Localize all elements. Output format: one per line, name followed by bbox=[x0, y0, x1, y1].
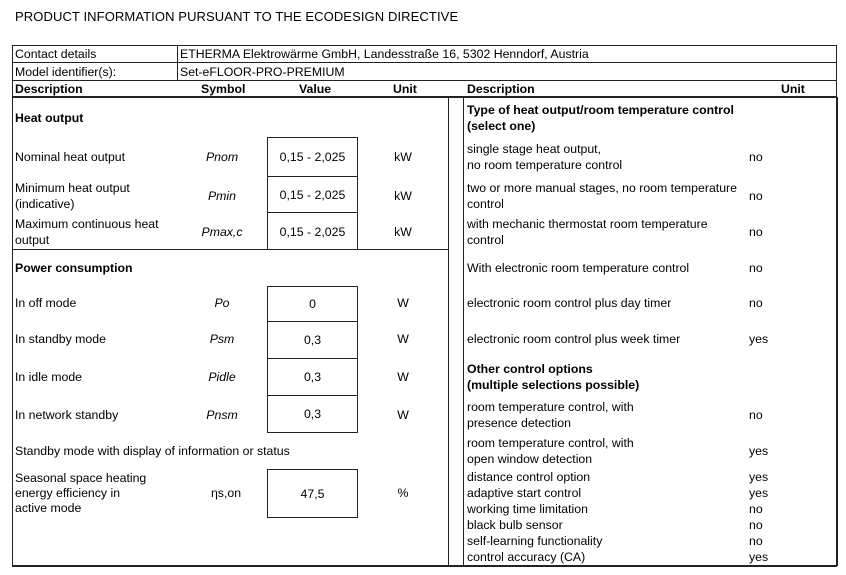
nominal-heat-symbol: Pnom bbox=[205, 150, 239, 164]
off-mode-value-text: 0 bbox=[309, 297, 316, 311]
control-manual-stages-value: no bbox=[749, 189, 763, 203]
network-standby-label: In network standby bbox=[15, 408, 119, 422]
distance-control-value: yes bbox=[749, 470, 769, 484]
idle-mode-value-text: 0,3 bbox=[303, 370, 322, 384]
nominal-heat-value-text: 0,15 - 2,025 bbox=[279, 150, 346, 164]
idle-mode-label: In idle mode bbox=[15, 370, 82, 384]
control-electronic-value: no bbox=[749, 261, 763, 275]
open-window-label-1: room temperature control, with bbox=[467, 436, 634, 450]
minimum-heat-label-1: Minimum heat output bbox=[15, 181, 130, 195]
presence-detection-label-1: room temperature control, with bbox=[467, 400, 634, 414]
self-learning-value: no bbox=[749, 534, 763, 548]
standby-mode-value-text: 0,3 bbox=[303, 333, 322, 347]
control-week-timer-label: electronic room control plus week timer bbox=[467, 332, 681, 346]
presence-detection-label-2: presence detection bbox=[467, 416, 571, 430]
idle-mode-value bbox=[267, 358, 358, 396]
black-bulb-label: black bulb sensor bbox=[467, 518, 563, 532]
outer-border-right bbox=[836, 97, 838, 566]
contact-label: Contact details bbox=[13, 46, 178, 62]
header-symbol: Symbol bbox=[201, 82, 246, 96]
nominal-heat-value bbox=[267, 137, 358, 177]
model-label: Model identifier(s): bbox=[13, 63, 178, 80]
efficiency-label-2: energy efficiency in bbox=[15, 486, 121, 500]
efficiency-label-1: Seasonal space heating bbox=[15, 471, 147, 485]
outer-border-bottom bbox=[12, 565, 837, 567]
network-standby-symbol: Pnsm bbox=[206, 408, 238, 422]
control-single-stage-label-1: single stage heat output, bbox=[467, 142, 601, 156]
efficiency-unit: % bbox=[397, 486, 409, 500]
network-standby-value-text: 0,3 bbox=[303, 407, 322, 421]
black-bulb-value: no bbox=[749, 518, 763, 532]
idle-mode-unit: W bbox=[397, 370, 409, 384]
model-value: Set-eFLOOR-PRO-PREMIUM bbox=[180, 64, 345, 79]
standby-mode-value bbox=[267, 321, 358, 359]
maximum-heat-value bbox=[267, 212, 358, 250]
other-controls-heading-1: Other control options bbox=[467, 362, 593, 376]
off-mode-label: In off mode bbox=[15, 296, 77, 310]
control-type-heading-2: (select one) bbox=[467, 119, 536, 133]
minimum-heat-value-text: 0,15 - 2,025 bbox=[279, 187, 346, 202]
standby-mode-unit: W bbox=[397, 332, 409, 346]
efficiency-symbol: ηs,on bbox=[210, 486, 242, 500]
maximum-heat-symbol: Pmax,c bbox=[201, 225, 243, 239]
header-description: Description bbox=[15, 82, 83, 96]
control-accuracy-value: yes bbox=[749, 550, 769, 564]
maximum-heat-value-text: 0,15 - 2,025 bbox=[279, 224, 346, 239]
control-single-stage-value: no bbox=[749, 150, 763, 164]
header-right-unit: Unit bbox=[781, 82, 805, 96]
idle-mode-symbol: Pidle bbox=[208, 370, 236, 384]
adaptive-start-value: yes bbox=[749, 486, 769, 500]
network-standby-unit: W bbox=[397, 408, 409, 422]
header-right-description: Description bbox=[467, 82, 535, 96]
header-unit: Unit bbox=[393, 82, 417, 96]
contact-value: ETHERMA Elektrowärme GmbH, Landesstraße 16, 5302 Henndorf, Austria bbox=[180, 47, 589, 61]
table-header bbox=[12, 81, 837, 98]
open-window-value: yes bbox=[749, 444, 769, 458]
maximum-heat-label-2: output bbox=[15, 233, 50, 247]
other-controls-heading-2: (multiple selections possible) bbox=[467, 378, 640, 392]
minimum-heat-label-2: (indicative) bbox=[15, 197, 75, 211]
off-mode-symbol: Po bbox=[214, 296, 230, 310]
control-day-timer-label: electronic room control plus day timer bbox=[467, 296, 672, 310]
adaptive-start-label: adaptive start control bbox=[467, 486, 582, 500]
presence-detection-value: no bbox=[749, 408, 763, 422]
standby-mode-label: In standby mode bbox=[15, 332, 106, 346]
control-manual-stages-label-1: two or more manual stages, no room temperature bbox=[467, 181, 737, 195]
open-window-label-2: open window detection bbox=[467, 452, 593, 466]
minimum-heat-value bbox=[267, 176, 358, 213]
contact-row bbox=[12, 45, 837, 63]
control-mechanic-thermostat-value: no bbox=[749, 225, 763, 239]
nominal-heat-unit: kW bbox=[394, 150, 412, 164]
off-mode-value bbox=[267, 286, 358, 322]
section-divider bbox=[12, 249, 449, 250]
self-learning-label: self-learning functionality bbox=[467, 534, 603, 548]
page-title: PRODUCT INFORMATION PURSUANT TO THE ECODESIGN DIRECTIVE bbox=[15, 9, 459, 24]
control-single-stage-label-2: no room temperature control bbox=[467, 158, 623, 172]
control-mechanic-thermostat-label-2: control bbox=[467, 233, 504, 247]
nominal-heat-label: Nominal heat output bbox=[15, 150, 126, 164]
control-day-timer-value: no bbox=[749, 296, 763, 310]
working-time-value: no bbox=[749, 502, 763, 516]
power-consumption-heading: Power consumption bbox=[15, 261, 133, 275]
control-electronic-label: With electronic room temperature control bbox=[467, 261, 690, 275]
maximum-heat-unit: kW bbox=[394, 225, 412, 239]
distance-control-label: distance control option bbox=[467, 470, 591, 484]
header-value: Value bbox=[299, 82, 332, 96]
maximum-heat-label-1: Maximum continuous heat bbox=[15, 217, 159, 231]
efficiency-label-3: active mode bbox=[15, 501, 82, 515]
control-type-heading-1: Type of heat output/room temperature control bbox=[467, 103, 734, 117]
control-week-timer-value: yes bbox=[749, 332, 769, 346]
working-time-label: working time limitation bbox=[467, 502, 588, 516]
heat-output-heading: Heat output bbox=[15, 111, 84, 125]
model-row bbox=[12, 63, 837, 81]
minimum-heat-symbol: Pmin bbox=[207, 189, 237, 203]
efficiency-value-text: 47,5 bbox=[300, 486, 325, 501]
standby-display-label: Standby mode with display of information or status bbox=[15, 444, 290, 458]
off-mode-unit: W bbox=[397, 296, 409, 310]
standby-mode-symbol: Psm bbox=[209, 332, 235, 346]
minimum-heat-unit: kW bbox=[394, 189, 412, 203]
efficiency-value bbox=[267, 469, 358, 518]
network-standby-value bbox=[267, 395, 358, 433]
control-mechanic-thermostat-label-1: with mechanic thermostat room temperature bbox=[467, 217, 708, 231]
outer-border-left bbox=[12, 97, 13, 566]
control-accuracy-label: control accuracy (CA) bbox=[467, 550, 586, 564]
control-manual-stages-label-2: control bbox=[467, 197, 504, 211]
